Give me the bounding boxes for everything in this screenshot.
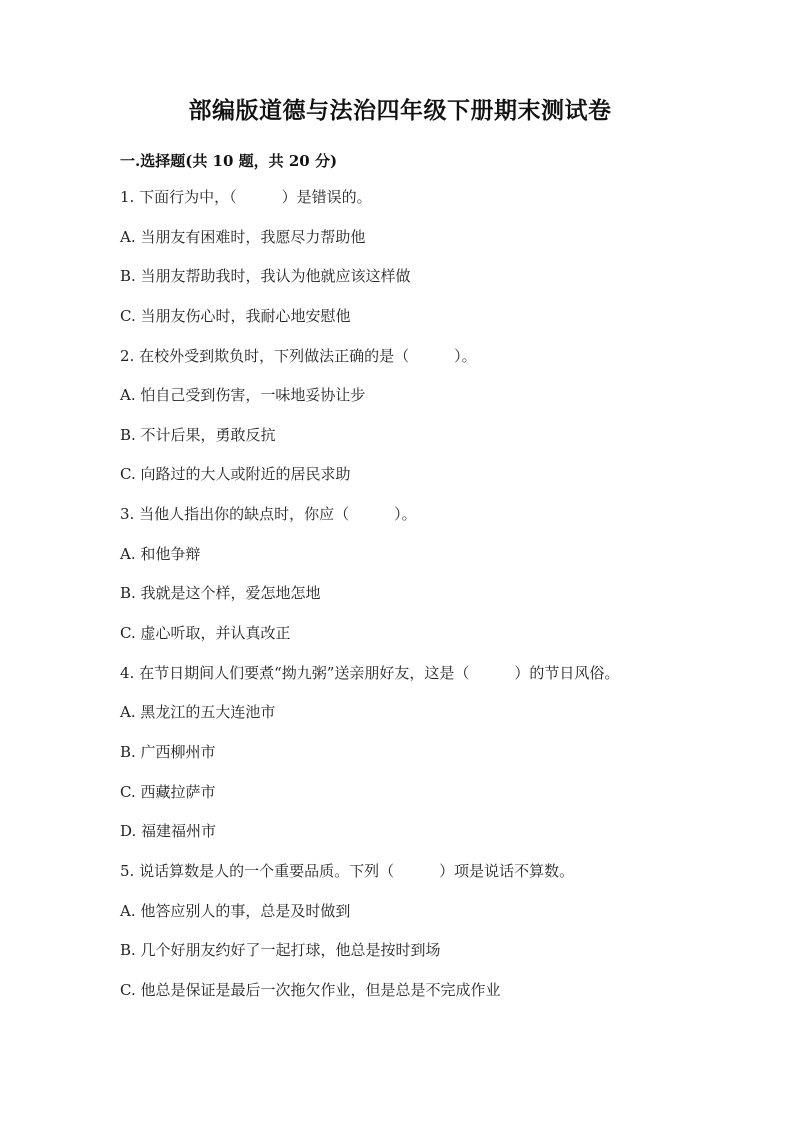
answer-option: B. 几个好朋友约好了一起打球，他总是按时到场 xyxy=(120,941,441,960)
answer-option: A. 黑龙江的五大连池市 xyxy=(120,703,276,722)
answer-option: C. 虚心听取，并认真改正 xyxy=(120,624,291,643)
answer-option: B. 当朋友帮助我时，我认为他就应该这样做 xyxy=(120,267,411,286)
answer-option: C. 当朋友伤心时，我耐心地安慰他 xyxy=(120,306,351,325)
answer-option: B. 不计后果，勇敢反抗 xyxy=(120,425,276,444)
question-list xyxy=(120,184,720,1016)
document-title: 部编版道德与法治四年级下册期末测试卷 xyxy=(188,97,612,124)
answer-option: A. 当朋友有困难时，我愿尽力帮助他 xyxy=(120,227,366,246)
answer-option: B. 我就是这个样，爱怎地怎地 xyxy=(120,584,321,603)
answer-option: C. 西藏拉萨市 xyxy=(120,782,216,801)
answer-option: A. 他答应别人的事，总是及时做到 xyxy=(120,901,351,920)
answer-option: A. 和他争辩 xyxy=(120,544,201,563)
question-stem: 5. 说话算数是人的一个重要品质。下列（ ）项是说话不算数。 xyxy=(120,861,575,880)
answer-option: D. 福建福州市 xyxy=(120,822,217,841)
question-stem: 2. 在校外受到欺负时，下列做法正确的是（ ）。 xyxy=(120,346,477,365)
section-heading: 一.选择题(共 10 题，共 20 分) xyxy=(120,152,338,170)
question-stem: 3. 当他人指出你的缺点时，你应（ ）。 xyxy=(120,505,417,524)
answer-option: B. 广西柳州市 xyxy=(120,742,216,761)
answer-option: A. 怕自己受到伤害，一味地妥协让步 xyxy=(120,386,366,405)
answer-option: C. 他总是保证是最后一次拖欠作业，但是总是不完成作业 xyxy=(120,980,501,999)
question-stem: 1. 下面行为中，（ ）是错误的。 xyxy=(120,188,372,206)
answer-option: C. 向路过的大人或附近的居民求助 xyxy=(120,465,351,484)
question-stem: 4. 在节日期间人们要煮“拗九粥”送亲朋好友，这是（ ）的节日风俗。 xyxy=(120,663,620,682)
